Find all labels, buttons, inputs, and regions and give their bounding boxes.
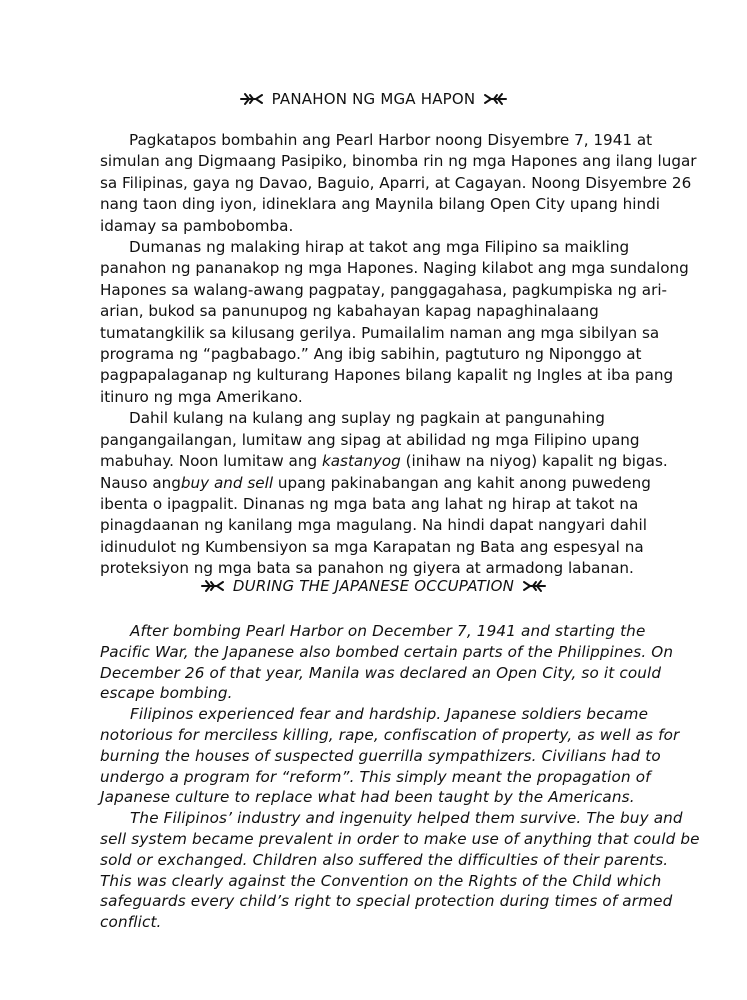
buy-and-sell-term: buy and sell xyxy=(180,473,274,492)
english-paragraph-1: After bombing Pearl Harbor on December 7, 1941 and starting the Pacific War, the Japanese also bombed certain parts of the Philippines. On December 26 of that year, Manila was declared an Open City, so it could escape bombing. xyxy=(100,622,674,703)
filipino-paragraph-3-part-a: Dahil kulang na kulang ang suplay ng pagkain at pangunahing pangangailangan, lumitaw ang sipag at abilidad ng mga Filipino upang mabuhay. Noon lumitaw ang xyxy=(100,409,640,471)
filipino-paragraph-3-part-b: (inihaw na niyog) kapalit ng bigas. Nauso ang xyxy=(100,452,668,492)
ornament-left-icon xyxy=(201,579,225,593)
filipino-body xyxy=(100,130,700,580)
filipino-paragraph-1: Pagkatapos bombahin ang Pearl Harbor noong Disyembre 7, 1941 at simulan ang Digmaang Pasipiko, binomba rin ng mga Hapones ang ilang lugar sa Filipinas, gaya ng Davao, Baguio, Aparri, at Cagayan. Noong Disyembre 26 nang taon ding iyon, idineklara ang Maynila bilang Open City upang hindi idamay sa pambobomba. xyxy=(100,131,697,235)
english-paragraph-3: The Filipinos’ industry and ingenuity helped them survive. The buy and sell system became prevalent in order to make use of anything that could be sold or exchanged. Children also suffered the difficulties of their parents. This was clearly against the Convention on the Rights of the Child which safeguards every child’s right to special protection during times of armed conflict. xyxy=(100,809,700,932)
kastanyog-term: kastanyog xyxy=(321,452,401,471)
ornament-right-icon xyxy=(522,579,546,593)
heading-english-text: DURING THE JAPANESE OCCUPATION xyxy=(232,577,515,595)
heading-english xyxy=(0,577,747,595)
english-paragraph-2: Filipinos experienced fear and hardship. Japanese soldiers became notorious for merciless killing, rape, confiscation of property, as well as for burning the houses of suspected guerrilla sympathizers. Civilians had to undergo a program for “reform”. This simply meant the propagation of Japanese culture to replace what had been taught by the Americans. xyxy=(100,705,680,807)
heading-filipino xyxy=(0,90,747,108)
filipino-paragraph-2: Dumanas ng malaking hirap at takot ang mga Filipino sa maikling panahon ng pananakop ng mga Hapones. Naging kilabot ang mga sundalong Hapones sa walang-awang pagpatay, panggagahasa, pagkumpiska ng ari-arian, bukod sa panunupog ng kabahayan kapag napaghinalaang tumatangkilik sa kilusang gerilya. Pumailalim naman ang mga sibilyan sa programa ng “pagbabago.” Ang ibig sabihin, pagtuturo ng Niponggo at pagpapalaganap ng kulturang Hapones bilang kapalit ng Ingles at iba pang itinuro ng mga Amerikano. xyxy=(100,238,689,406)
english-body xyxy=(100,621,700,933)
ornament-right-icon xyxy=(483,92,507,106)
heading-filipino-text: PANAHON NG MGA HAPON xyxy=(271,90,476,108)
filipino-paragraph-3 xyxy=(100,408,700,579)
filipino-paragraph-3-part-c: upang pakinabangan ang kahit anong puwedeng ibenta o ipagpalit. Dinanas ng mga bata ang lahat ng hirap at takot na pinagdaanan ng kanilang mga magulang. Na hindi dapat nangyari dahil idinudulot ng Kumbensiyon sa mga Karapatan ng Bata ang espesyal na proteksiyon ng mga bata sa panahon ng giyera at armadong labanan. xyxy=(100,473,651,578)
ornament-left-icon xyxy=(240,92,264,106)
